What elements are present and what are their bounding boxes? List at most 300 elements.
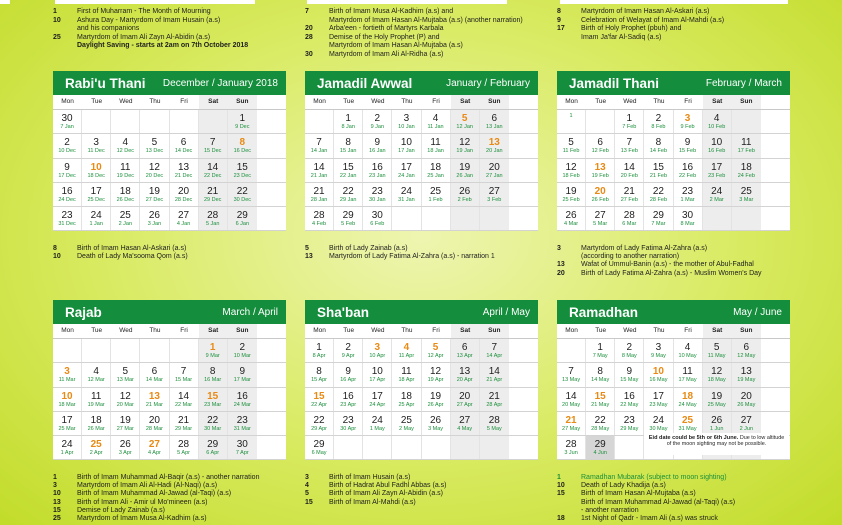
week-row <box>305 110 538 134</box>
hijri-day: 19 <box>119 414 131 426</box>
month-events <box>305 245 495 261</box>
month-grid <box>53 95 286 231</box>
hijri-day: 8 <box>239 137 246 149</box>
day-cell <box>732 363 761 386</box>
gregorian-date: 29 Mar <box>175 425 193 432</box>
hijri-day: 23 <box>342 414 354 426</box>
gregorian-date: 19 Apr <box>427 377 444 384</box>
day-cell <box>644 134 673 157</box>
week-row <box>53 363 286 387</box>
day-cell <box>334 110 363 133</box>
gregorian-date: 28 Jan <box>310 196 328 203</box>
weekday-fri: Fri <box>180 327 188 334</box>
gregorian-date: 9 Feb <box>680 124 695 130</box>
gregorian-date: 12 Jan <box>456 124 473 130</box>
event-day: 10 <box>53 16 61 24</box>
day-cell <box>199 412 228 435</box>
weekday-sat: Sat <box>703 324 732 338</box>
weekday-mon: Mon <box>313 327 326 334</box>
hijri-day: 26 <box>565 210 577 222</box>
event-text: Death of Lady Khadija (a.s) <box>581 482 666 490</box>
hijri-day: 20 <box>459 390 471 402</box>
gregorian-date: 18 Jan <box>427 148 444 155</box>
event-text: Birth of Imam Hasan Al-Askari (a.s) <box>77 245 187 252</box>
week-row <box>53 339 286 363</box>
day-cell <box>615 110 644 133</box>
gregorian-date: 27 Jan <box>486 172 503 179</box>
gregorian-date: 30 Mar <box>204 425 222 432</box>
day-cell <box>111 159 140 182</box>
day-cell <box>363 207 392 230</box>
day-cell <box>140 388 169 411</box>
gregorian-date: 16 Dec <box>233 148 252 155</box>
weekday-tue: Tue <box>91 327 103 334</box>
day-cell <box>199 436 228 459</box>
day-cell <box>305 183 334 206</box>
event-text: Birth of Lady Zainab (a.s) <box>329 245 408 252</box>
hijri-day: 7 <box>626 137 633 149</box>
hijri-day: 5 <box>122 366 129 378</box>
gregorian-date: 16 Apr <box>340 377 357 384</box>
hijri-day: 5 <box>568 137 574 149</box>
event-text: Birth of Imam Musa Al-Kadhim (a.s) and <box>329 8 454 15</box>
gregorian-date: 15 Jan <box>339 148 357 155</box>
hijri-day: 15 <box>594 390 606 402</box>
hijri-day: 16 <box>623 390 635 402</box>
event-text: First of Muharram - The Month of Mourning <box>77 8 211 15</box>
hijri-day: 24 <box>371 414 383 426</box>
hijri-day: 27 <box>740 414 752 426</box>
day-cell <box>615 159 644 182</box>
gregorian-date: 27 Feb <box>620 196 638 203</box>
weekday-wed: Wed <box>119 327 133 334</box>
hijri-day: 4 <box>432 113 439 124</box>
month-grid <box>305 95 538 231</box>
gregorian-date: 3 May <box>428 425 444 432</box>
hijri-day: 9 <box>374 137 381 149</box>
day-cell <box>363 110 392 133</box>
month-event <box>557 261 762 269</box>
hijri-day: 14 <box>488 366 500 378</box>
event-day: 10 <box>53 490 61 498</box>
day-cell <box>170 363 199 386</box>
gregorian-date: 17 Feb <box>737 148 755 155</box>
day-cell <box>392 412 421 435</box>
month-name: Jamadil Awwal <box>317 75 413 91</box>
day-cell <box>170 436 199 459</box>
week-row <box>305 436 538 460</box>
day-cell <box>451 412 480 435</box>
day-cell <box>644 207 673 230</box>
day-cell <box>111 363 140 386</box>
gregorian-months: January / February <box>446 77 530 89</box>
gregorian-date: 1 Feb <box>428 196 443 203</box>
day-cell <box>334 207 363 230</box>
hijri-day: 13 <box>488 137 500 149</box>
hijri-day: 25 <box>682 414 694 426</box>
month-event <box>53 490 259 498</box>
hijri-day: 28 <box>623 210 635 222</box>
hijri-day: 5 <box>151 137 158 149</box>
month-event <box>305 253 495 261</box>
gregorian-date: 15 Dec <box>203 148 222 155</box>
hijri-day: 26 <box>711 414 723 426</box>
hijri-day: 15 <box>236 161 248 173</box>
top-event <box>53 17 248 26</box>
day-cell <box>392 183 421 206</box>
week-row <box>557 159 790 183</box>
day-cell <box>703 134 732 157</box>
event-text: Birth of Imam Muhammad Al-Jawad (al-Taqi) (a.s) <box>581 498 736 506</box>
gregorian-date: 12 Dec <box>116 148 135 155</box>
hijri-day: 17 <box>400 161 412 173</box>
month-name: Rajab <box>65 304 102 320</box>
day-cell <box>451 388 480 411</box>
hijri-day: 5 <box>713 342 720 353</box>
weekday-sat: Sat <box>703 95 732 109</box>
day-cell <box>363 412 392 435</box>
day-cell <box>140 207 169 230</box>
weekday-sat: Sat <box>199 95 228 109</box>
hijri-day: 20 <box>488 161 500 173</box>
hijri-day: 26 <box>148 210 160 222</box>
hijri-day: 25 <box>400 414 412 426</box>
month-event <box>305 245 495 253</box>
event-day <box>557 499 581 507</box>
gregorian-date: 10 Apr <box>369 353 386 359</box>
gregorian-date: 22 Apr <box>311 401 328 408</box>
top-event <box>305 51 523 60</box>
empty-cell <box>334 436 363 459</box>
gregorian-date: 24 Mar <box>233 401 251 408</box>
hijri-day: 17 <box>371 390 383 402</box>
day-cell <box>615 134 644 157</box>
gregorian-date: 14 Dec <box>174 148 193 155</box>
hijri-day: 22 <box>313 414 325 426</box>
hijri-day: 2 <box>345 342 351 353</box>
day-cell <box>199 388 228 411</box>
month-event <box>557 253 762 261</box>
hijri-day: 30 <box>371 210 383 222</box>
hijri-day: 2 <box>374 113 381 124</box>
gregorian-date: 1 Mar <box>680 196 695 203</box>
hijri-day: 27 <box>178 210 190 222</box>
event-day <box>305 42 329 51</box>
top-white-strip <box>0 0 10 4</box>
hijri-day: 14 <box>207 161 219 173</box>
event-day <box>53 25 77 34</box>
day-cell <box>53 363 82 386</box>
gregorian-date: 17 Mar <box>233 377 251 384</box>
top-event <box>53 34 248 43</box>
week-row <box>305 134 538 158</box>
day-cell <box>228 207 257 230</box>
gregorian-date: 13 Apr <box>456 353 473 359</box>
day-cell <box>422 110 451 133</box>
gregorian-date: 13 Dec <box>145 148 164 155</box>
event-text: Martyrdom of Imam Ali Zayn Al-Abidin (a.s) <box>77 33 211 41</box>
hijri-day: 30 <box>236 439 248 451</box>
gregorian-date: 20 Mar <box>116 401 134 408</box>
gregorian-date: 5 May <box>486 425 502 432</box>
weekday-wed: Wed <box>371 98 385 105</box>
event-text: Martyrdom of Imam Musa Al-Kadhim (a.s) <box>77 515 207 523</box>
day-cell <box>586 159 615 182</box>
day-cell <box>644 110 673 133</box>
event-day: 3 <box>53 482 57 490</box>
event-text: Martyrdom of Imam Ali Al-Ridha (a.s) <box>329 50 444 58</box>
event-text: Birth of Imam Al-Mahdi (a.s) <box>329 498 416 506</box>
hijri-day: 22 <box>342 185 354 197</box>
empty-cell <box>305 110 334 133</box>
day-cell <box>586 363 615 386</box>
event-text: Martyrdom of Imam Hasan Al-Mujtaba (a.s) (another narration) <box>329 16 523 24</box>
weekday-tue: Tue <box>595 98 607 105</box>
hijri-day: 12 <box>459 137 471 149</box>
empty-cell <box>732 207 761 230</box>
day-cell <box>422 363 451 386</box>
weekday-fri: Fri <box>684 98 692 105</box>
month-grid <box>305 324 538 460</box>
event-day: 5 <box>305 490 309 498</box>
empty-cell <box>111 110 140 133</box>
event-text: Wafat of Ummul-Banin (a.s) - the mother of Abul-Fadhal <box>581 261 754 269</box>
gregorian-date: 26 Feb <box>591 196 609 203</box>
hijri-day: 11 <box>120 161 131 173</box>
gregorian-date: 25 Dec <box>87 196 105 203</box>
event-text: Ashura Day - Martyrdom of Imam Husain (a.s) <box>77 16 221 24</box>
gregorian-date: 22 Mar <box>175 401 193 408</box>
hijri-day: 6 <box>151 366 158 378</box>
gregorian-date: 13 May <box>562 377 581 384</box>
hijri-day: 15 <box>652 161 664 173</box>
gregorian-date: 8 Feb <box>651 124 666 130</box>
gregorian-date: 4 May <box>457 425 473 432</box>
day-cell <box>305 412 334 435</box>
week-row <box>557 183 790 207</box>
top-event <box>557 34 724 43</box>
day-cell <box>170 388 199 411</box>
day-cell <box>480 110 509 133</box>
day-cell <box>586 183 615 206</box>
weekday-wed: Wed <box>119 98 133 105</box>
event-text: Martyrdom of Lady Fatima Al-Zahra (a.s) - narration 1 <box>329 253 495 261</box>
month-event <box>305 490 447 498</box>
eid-note-bold: Eid date could be 5th or 6th June. <box>648 435 740 442</box>
month-event <box>557 474 735 482</box>
month-event <box>557 245 762 253</box>
hijri-day: 25 <box>740 185 752 197</box>
hijri-day: 21 <box>313 185 325 197</box>
empty-cell <box>422 436 451 459</box>
week-row <box>305 339 538 363</box>
gregorian-date: 8 Apr <box>312 353 326 359</box>
weekday-header <box>557 95 790 110</box>
day-cell <box>111 134 140 157</box>
day-cell <box>422 388 451 411</box>
day-cell <box>363 183 392 206</box>
hijri-day: 23 <box>682 185 694 197</box>
gregorian-date: 22 May <box>620 401 639 408</box>
event-day <box>557 507 581 515</box>
day-cell <box>392 339 421 362</box>
gregorian-date: 18 Dec <box>87 172 105 179</box>
empty-cell <box>392 207 421 230</box>
weekday-header <box>557 324 790 339</box>
hijri-day: 12 <box>119 390 131 402</box>
gregorian-date: 28 Mar <box>145 425 163 432</box>
hijri-day: 10 <box>371 366 383 378</box>
gregorian-date: 22 Dec <box>203 172 222 179</box>
hijri-day: 11 <box>90 390 102 402</box>
gregorian-date: 16 Feb <box>708 148 726 155</box>
day-cell <box>674 412 703 435</box>
month-event <box>53 515 259 523</box>
weekday-sun: Sun <box>228 324 257 338</box>
top-event <box>53 8 248 17</box>
month-event <box>557 490 735 498</box>
gregorian-date: 7 Mar <box>651 221 666 228</box>
gregorian-date: 20 May <box>562 401 581 408</box>
hijri-day: 21 <box>178 414 190 426</box>
event-day <box>53 42 77 51</box>
empty-cell <box>586 110 615 133</box>
weekday-sun: Sun <box>228 95 257 109</box>
day-cell <box>199 339 228 362</box>
weekday-sun: Sun <box>480 95 509 109</box>
gregorian-date: 21 Dec <box>174 172 193 179</box>
day-cell <box>480 412 509 435</box>
top-event <box>557 17 724 26</box>
gregorian-date: 18 May <box>707 377 726 384</box>
gregorian-date: 16 May <box>649 377 668 384</box>
day-cell <box>557 207 586 230</box>
gregorian-date: 4 Feb <box>312 221 327 228</box>
day-cell <box>674 388 703 411</box>
weekday-thu: Thu <box>653 327 665 334</box>
hijri-day: 9 <box>684 137 691 149</box>
day-cell <box>480 339 509 362</box>
hijri-day: 4 <box>122 137 129 149</box>
gregorian-date: 27 Apr <box>456 401 473 408</box>
gregorian-date: 3 Apr <box>118 450 132 457</box>
empty-cell <box>422 207 451 230</box>
week-row <box>305 388 538 412</box>
month-header <box>557 300 790 324</box>
empty-cell <box>199 110 228 133</box>
hijri-day: 20 <box>740 390 752 402</box>
empty-cell <box>363 436 392 459</box>
gregorian-date: 28 Apr <box>486 401 503 408</box>
month-event <box>557 482 735 490</box>
day-cell <box>480 183 509 206</box>
hijri-day: 9 <box>64 161 70 173</box>
gregorian-date: 11 May <box>707 353 726 359</box>
event-day: 8 <box>557 8 561 15</box>
gregorian-date: 25 Apr <box>398 401 415 408</box>
hijri-day: 1 <box>239 113 246 124</box>
gregorian-date: 18 Feb <box>562 172 580 179</box>
hijri-day: 18 <box>90 414 102 426</box>
hijri-day: 4 <box>403 342 410 353</box>
event-day: 25 <box>53 515 61 523</box>
day-cell <box>644 159 673 182</box>
empty-cell <box>480 207 509 230</box>
weekday-wed: Wed <box>371 327 385 334</box>
event-text: Birth of Imam Hasan Al-Mujtaba (a.s) <box>581 490 696 498</box>
day-cell <box>140 183 169 206</box>
hijri-day: 27 <box>594 210 606 222</box>
hijri-day: 1 <box>209 342 216 353</box>
hijri-day: 10 <box>652 366 664 378</box>
gregorian-date: 15 May <box>620 377 639 384</box>
day-cell <box>228 436 257 459</box>
event-day: 13 <box>305 253 313 261</box>
day-cell <box>703 388 732 411</box>
day-cell <box>732 159 761 182</box>
hijri-day: 10 <box>711 137 723 149</box>
gregorian-date: 7 May <box>592 353 608 359</box>
gregorian-date: 14 Feb <box>649 148 667 155</box>
top-event <box>305 42 523 51</box>
day-cell <box>82 207 111 230</box>
hijri-day: 2 <box>626 342 633 353</box>
hijri-day: 26 <box>430 414 442 426</box>
hijri-day: 19 <box>459 161 471 173</box>
hijri-day: 6 <box>491 113 498 124</box>
hijri-day: 4 <box>93 366 99 378</box>
week-row <box>305 159 538 183</box>
day-cell <box>422 159 451 182</box>
top-event <box>305 17 523 26</box>
empty-cell <box>82 339 111 362</box>
weekday-tue: Tue <box>343 327 355 334</box>
week-row <box>305 183 538 207</box>
gregorian-date: 19 Jan <box>456 148 473 155</box>
weekday-sat: Sat <box>199 324 228 338</box>
gregorian-date: 10 Jan <box>398 124 415 130</box>
day-cell <box>111 412 140 435</box>
day-cell <box>557 183 586 206</box>
day-cell <box>363 339 392 362</box>
event-text: Demise of the Holy Prophet (P) and <box>329 33 440 41</box>
hijri-day: 15 <box>313 390 325 402</box>
hijri-day: 6 <box>461 342 468 353</box>
event-text: Birth of Holy Prophet (pbuh) and <box>581 25 682 33</box>
empty-cell <box>82 110 111 133</box>
day-cell <box>644 412 673 435</box>
day-cell <box>334 183 363 206</box>
hijri-day: 18 <box>682 390 694 402</box>
month-grid <box>557 95 790 231</box>
empty-cell <box>392 436 421 459</box>
hijri-day: 27 <box>459 414 471 426</box>
gregorian-date: 4 Jan <box>176 221 191 228</box>
hijri-day: 7 <box>316 137 322 149</box>
gregorian-date: 8 May <box>621 353 637 359</box>
event-text: Daylight Saving - starts at 2am on 7th October 2018 <box>77 42 249 50</box>
hijri-day: 24 <box>400 185 412 197</box>
gregorian-date: 1 May <box>369 425 385 432</box>
hijri-day: 17 <box>90 185 102 197</box>
day-cell <box>82 388 111 411</box>
top-event <box>53 42 248 51</box>
empty-cell <box>703 207 732 230</box>
gregorian-date: 5 Apr <box>177 450 190 457</box>
hijri-day: 28 <box>313 210 325 222</box>
day-cell <box>140 412 169 435</box>
gregorian-date: 17 Apr <box>369 377 386 384</box>
